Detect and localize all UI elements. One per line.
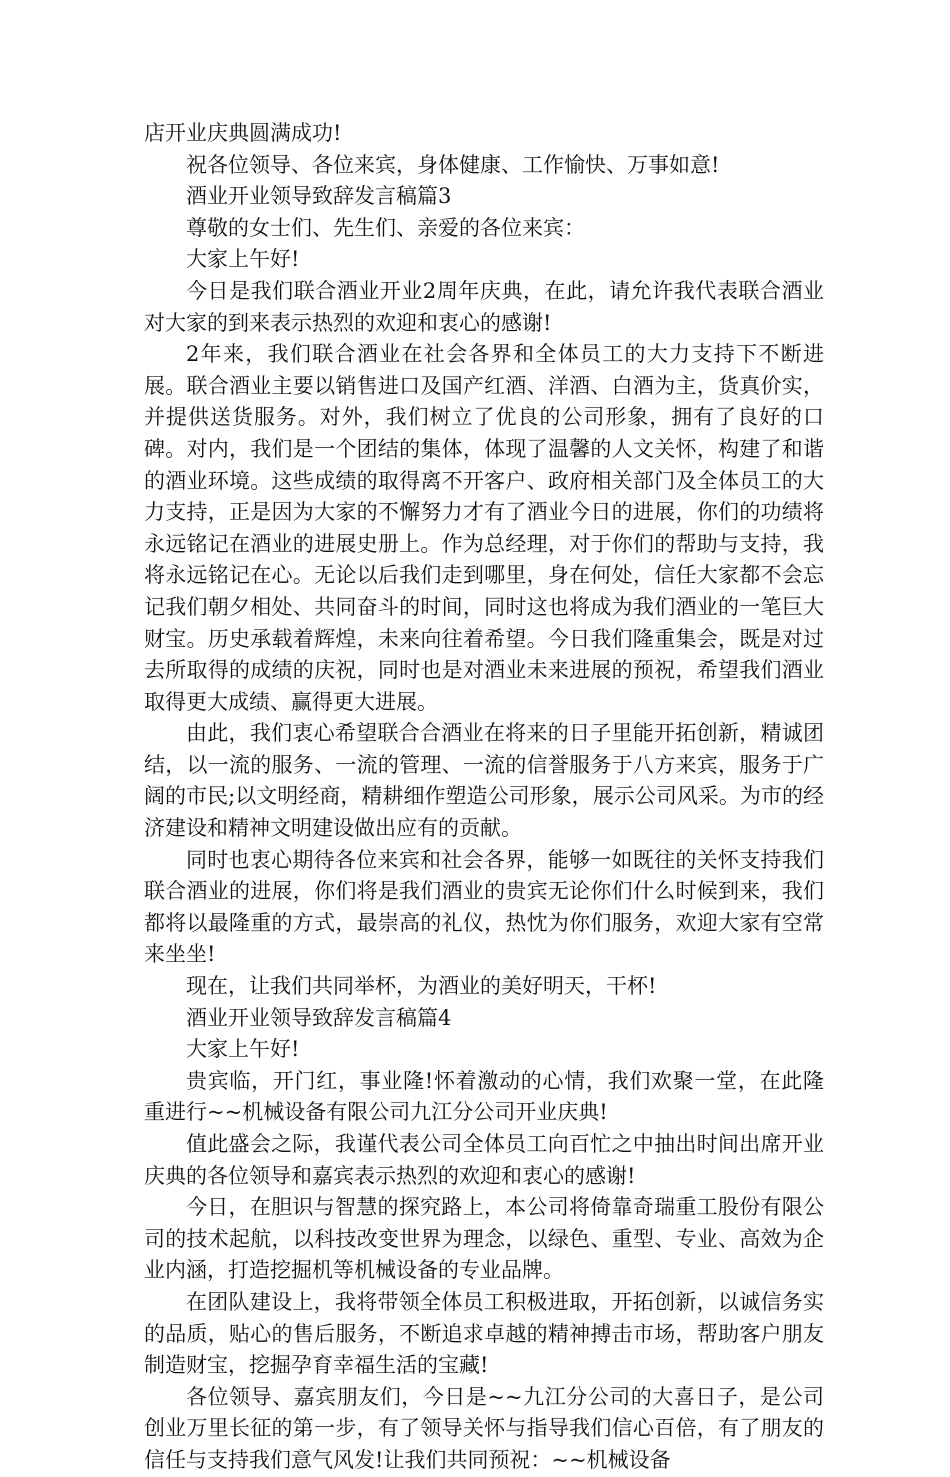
section-heading-3: 酒业开业领导致辞发言稿篇3 — [186, 184, 452, 209]
greeting: 大家上午好! — [186, 247, 300, 272]
paragraph-continuation: 店开业庆典圆满成功! — [144, 121, 342, 145]
paragraph: 在团队建设上，我将带领全体员工积极进取，开拓创新，以诚信务实的品质，贴心的售后服务，不断追求卓越的精神搏击市场，帮助客户朋友制造财宝，挖掘孕育幸福生活的宝藏! — [144, 1289, 824, 1378]
paragraph: 由此，我们衷心希望联合合酒业在将来的日子里能开拓创新，精诚团结，以一流的服务、一流的管理、一流的信誉服务于八方来宾，服务于广阔的市民;以文明经商，精耕细作塑造公司形象，展示公司风采。为市的经济建设和精神文明建设做出应有的贡献。 — [144, 721, 824, 841]
paragraph: 今日是我们联合酒业开业2周年庆典，在此，请允许我代表联合酒业对大家的到来表示热烈的欢迎和衷心的感谢! — [144, 278, 824, 335]
document-body — [144, 118, 824, 1477]
paragraph: 今日，在胆识与智慧的探究路上，本公司将倚靠奇瑞重工股份有限公司的技术起航，以科技改变世界为理念，以绿色、重型、专业、高效为企业内涵，打造挖掘机等机械设备的专业品牌。 — [144, 1195, 824, 1283]
greeting: 大家上午好! — [186, 1037, 300, 1062]
paragraph-blessing: 祝各位领导、各位来宾，身体健康、工作愉快、万事如意! — [186, 152, 720, 177]
paragraph: 2年来，我们联合酒业在社会各界和全体员工的大力支持下不断进展。联合酒业主要以销售进口及国产红酒、洋酒、白酒为主，货真价实，并提供送货服务。对外，我们树立了优良的公司形象，拥有了良好的口碑。对内，我们是一个团结的集体，体现了温馨的人文关怀，构建了和谐的酒业环境。这些成绩的取得离不开客户、政府相关部门及全体员工的大力支持，正是因为大家的不懈努力才有了酒业今日的进展，你们的功绩将永远铭记在酒业的进展史册上。作为总经理，对于你们的帮助与支持，我将永远铭记在心。无论以后我们走到哪里，身在何处，信任大家都不会忘记我们朝夕相处、共同奋斗的时间，同时这也将成为我们酒业的一笔巨大财宝。历史承载着辉煌，未来向往着希望。今日我们隆重集会，既是对过去所取得的成绩的庆祝，同时也是对酒业未来进展的预祝，希望我们酒业取得更大成绩、赢得更大进展。 — [144, 342, 824, 714]
paragraph: 贵宾临，开门红，事业隆!怀着激动的心情，我们欢聚一堂，在此隆重进行~~机械设备有限公司九江分公司开业庆典! — [144, 1068, 824, 1125]
paragraph: 各位领导、嘉宾朋友们，今日是~~九江分公司的大喜日子，是公司创业万里长征的第一步，有了领导关怀与指导我们信心百倍，有了朋友的信任与支持我们意气风发!让我们共同预祝：~~机械设备 — [144, 1384, 824, 1472]
salutation: 尊敬的女士们、先生们、亲爱的各位来宾： — [186, 215, 585, 240]
paragraph-toast: 现在，让我们共同举杯，为酒业的美好明天，干杯! — [186, 974, 657, 999]
paragraph: 同时也衷心期待各位来宾和社会各界，能够一如既往的关怀支持我们联合酒业的进展，你们将是我们酒业的贵宾无论你们什么时候到来，我们都将以最隆重的方式，最崇高的礼仪，热忱为你们服务，欢迎大家有空常来坐坐! — [144, 847, 824, 967]
section-heading-4: 酒业开业领导致辞发言稿篇4 — [186, 1005, 452, 1030]
paragraph: 值此盛会之际，我谨代表公司全体员工向百忙之中抽出时间出席开业庆典的各位领导和嘉宾表示热烈的欢迎和衷心的感谢! — [144, 1132, 824, 1188]
